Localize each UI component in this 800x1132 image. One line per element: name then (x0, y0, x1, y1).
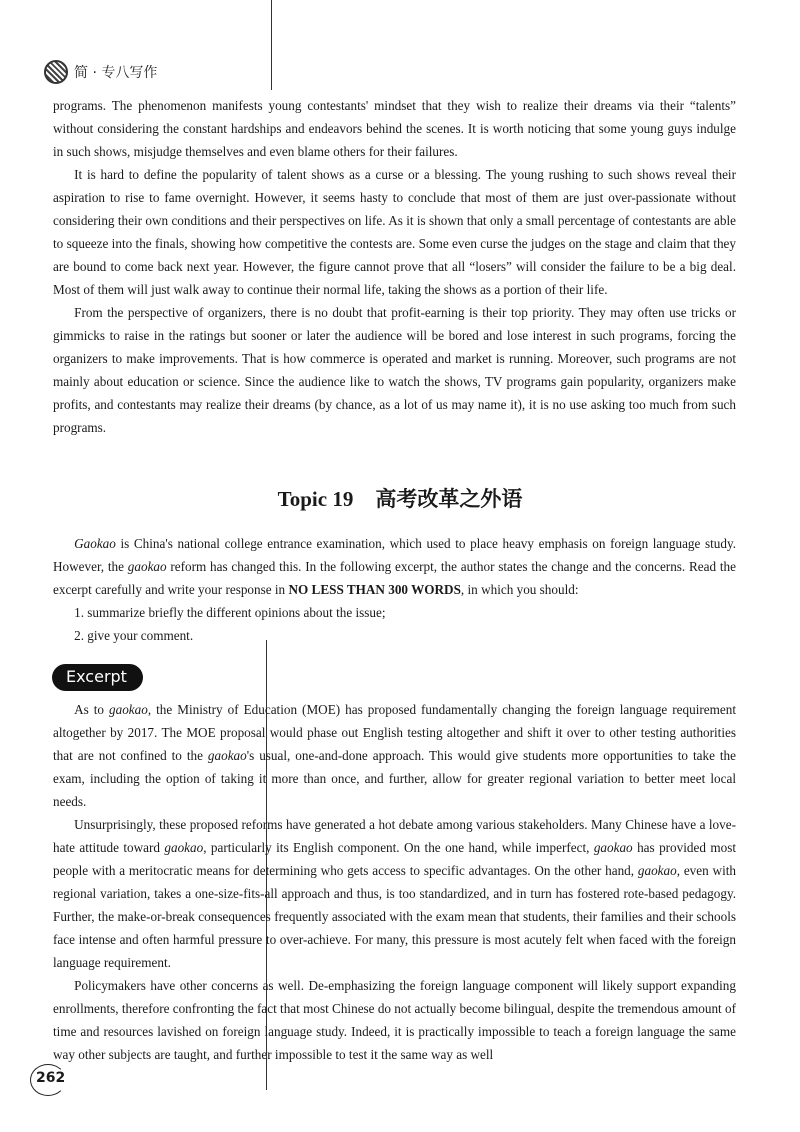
instruction-item: 1. summarize briefly the different opinions about the issue; (74, 605, 386, 620)
page-number: 262 (36, 1070, 66, 1086)
header-title: 简 · 专八写作 (74, 65, 158, 81)
gaokao-term: gaokao (637, 863, 677, 878)
instructions-paragraph: Gaokao is China's national college entrance examination, which used to place heavy emphasis on foreign language study. However, the gaokao reform has changed this. In the following excerpt, the author states the change and the concerns. Read the excerpt carefully and write your response in NO LESS THAN 300 WORDS, in which you should: (53, 536, 736, 597)
book-logo-icon (44, 60, 68, 84)
essay-section (53, 94, 736, 439)
essay-paragraph: programs. The phenomenon manifests young contestants' mindset that they wish to realize their dreams via their “talents” without considering the constant hardships and endeavors behind the scenes. It is worth noticing that some young guys indulge in such shows, misjudge themselves and even blame others for their failures. (53, 98, 736, 159)
excerpt-paragraph: Policymakers have other concerns as well. De-emphasizing the foreign language component will likely support expanding enrollments, therefore confronting the fact that most Chinese do not actually become bilingual, despite the tremendous amount of time and resources lavished on foreign language study. Indeed, it is practically impossible to teach a foreign language the same way other subjects are taught, and further impossible to test it the same way as well (53, 978, 736, 1062)
instructions-section (53, 532, 736, 647)
gaokao-term: gaokao (593, 840, 633, 855)
gaokao-term: Gaokao (74, 536, 116, 551)
gaokao-term: gaokao (164, 840, 204, 855)
gaokao-term: gaokao (207, 748, 247, 763)
excerpt-section (53, 698, 736, 1066)
instruction-item: 2. give your comment. (74, 628, 194, 643)
word-count-emphasis: NO LESS THAN 300 WORDS (288, 582, 461, 597)
topic-heading (0, 483, 800, 513)
excerpt-paragraph: Unsurprisingly, these proposed reforms have generated a hot debate among various stakeholders. Many Chinese have a love-hate attitude toward gaokao, particularly its English component. On the one hand, while imperfect, gaokao has provided most people with a meritocratic means for determining who gets access to specific advantages. On the other hand, gaokao, even with regional variation, takes a one-size-fits-all approach and thus, is too standardized, and in turn has fostered rote-based pedagogy. Further, the make-or-break consequences frequently associated with the exam mean that students, their families and their schools face intense and often harmful pressure to over-achieve. For many, this pressure is most acutely felt when faced with the foreign language requirement. (53, 817, 737, 970)
excerpt-badge: Excerpt (52, 664, 143, 691)
essay-paragraph: From the perspective of organizers, there is no doubt that profit-earning is their top priority. They may often use tricks or gimmicks to raise in the ratings but sooner or later the audience will be bored and lose interest in such programs, forcing the organizers to make improvements. That is how commerce is operated and market is running. Moreover, such programs are not mainly about education or science. Since the audience like to watch the shows, TV programs gain popularity, organizers make profits, and contestants may realize their dreams (by chance, as a lot of us may name it), it is no use asking too much from such programs. (53, 305, 736, 435)
gaokao-term: gaokao (127, 559, 167, 574)
essay-paragraph: It is hard to define the popularity of talent shows as a curse or a blessing. The young rushing to such shows reveal their aspiration to rise to fame overnight. However, it seems hasty to conclude that most of them are just over-passionate without considering their own conditions and their perspectives on life. As it is shown that only a small percentage of contestants are able to squeeze into the finals, showing how competitive the contests are. Some even curse the judges on the stage and claim that they are bound to come back next year. However, the figure cannot prove that all “losers” will consider the failure to be a big deal. Most of them will just walk away to continue their normal life, taking the shows as a portion of their life. (53, 167, 736, 297)
running-header (44, 60, 157, 84)
topic-title-cn: 高考改革之外语 (375, 487, 523, 511)
gaokao-term: gaokao (109, 702, 148, 717)
topic-title-en: Topic 19 (277, 487, 354, 511)
excerpt-paragraph: As to gaokao, the Ministry of Education (MOE) has proposed fundamentally changing the foreign language requirement altogether by 2017. The MOE proposal would phase out English testing altogether and shift it over to other testing authorities that are not confined to the gaokao's usual, one-and-done approach. This would give students more opportunities to take the exam, including the option of taking it more than once, and further, allow for greater regional variation to better meet local needs. (53, 702, 736, 809)
scan-fold-line (271, 0, 272, 90)
